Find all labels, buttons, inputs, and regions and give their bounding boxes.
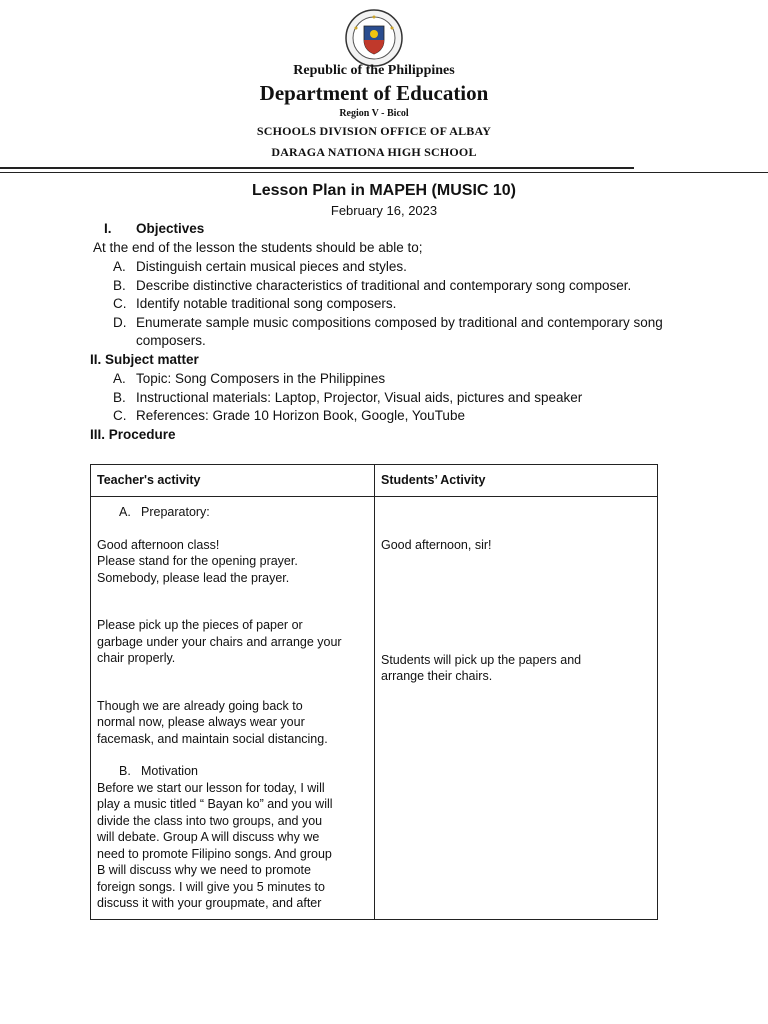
motivation-line: play a music titled “ Bayan ko” and you will [97, 797, 333, 811]
list-text: Distinguish certain musical pieces and styles. [136, 259, 407, 274]
prayer-line: Please stand for the opening prayer. [97, 554, 298, 568]
school-line: DARAGA NATIONA HIGH SCHOOL [271, 145, 477, 159]
safety-line: facemask, and maintain social distancing. [97, 731, 328, 746]
lesson-plan-title: Lesson Plan in MAPEH (MUSIC 10) [251, 182, 517, 199]
procedure-heading: III. Procedure [90, 427, 176, 442]
objectives-list [113, 258, 663, 351]
region-line: Region V - Bicol [339, 108, 409, 119]
student-response-line: arrange their chairs. [381, 669, 493, 683]
teacher-activity-cell [91, 497, 375, 920]
list-item-continued [113, 332, 663, 351]
list-item [113, 314, 663, 333]
list-text: Identify notable traditional song composers. [136, 296, 397, 311]
list-marker: C. [113, 408, 127, 423]
subject-matter-list [113, 370, 582, 426]
list-marker: B. [113, 277, 126, 293]
student-response-line: Students will pick up the papers and [381, 652, 582, 667]
motivation-line: foreign songs. I will give you 5 minutes to [97, 879, 325, 894]
safety-line: normal now, please always wear your [97, 715, 305, 729]
cleanup-line: garbage under your chairs and arrange your [97, 634, 342, 649]
deped-seal-logo [344, 8, 404, 68]
header-rule-thin [0, 172, 768, 173]
student-greeting: Good afternoon, sir! [381, 538, 492, 552]
preparatory-label: A. Preparatory: [119, 505, 210, 519]
list-marker: A. [113, 371, 126, 386]
motivation-line: B will discuss why we need to promote [97, 863, 311, 877]
procedure-table [90, 464, 658, 920]
list-marker: C. [113, 296, 127, 311]
list-item [113, 295, 663, 314]
list-marker: D. [113, 314, 127, 330]
prayer-line: Somebody, please lead the prayer. [97, 570, 290, 585]
objectives-heading: Objectives [136, 221, 205, 236]
motivation-line: need to promote Filipino songs. And group [97, 846, 332, 861]
list-text: Enumerate sample music compositions composed by traditional and contemporary song [136, 314, 663, 330]
motivation-label: B. Motivation [119, 764, 198, 778]
teacher-activity-header: Teacher's activity [91, 465, 375, 497]
safety-line: Though we are already going back to [97, 698, 303, 713]
department-title: Department of Education [259, 81, 489, 105]
list-text: References: Grade 10 Horizon Book, Google, YouTube [136, 408, 465, 423]
list-item [113, 389, 582, 408]
motivation-line: divide the class into two groups, and you [97, 813, 323, 828]
table-header-row [91, 465, 658, 497]
list-text: Topic: Song Composers in the Philippines [136, 371, 386, 386]
republic-line: Republic of the Philippines [293, 63, 455, 78]
list-marker: A. [113, 259, 126, 274]
motivation-line: will debate. Group A will discuss why we [97, 830, 320, 844]
subject-matter-heading: II. Subject matter [90, 352, 199, 367]
motivation-line: Before we start our lesson for today, I will [97, 780, 325, 795]
lesson-date: February 16, 2023 [330, 203, 438, 218]
header-rule [0, 167, 634, 169]
table-row [91, 497, 658, 920]
objectives-intro: At the end of the lesson the students should be able to; [93, 240, 423, 255]
cleanup-line: Please pick up the pieces of paper or [97, 618, 303, 632]
list-text: Describe distinctive characteristics of traditional and contemporary song composer. [136, 277, 632, 293]
list-text: composers. [136, 333, 206, 348]
list-item [113, 258, 663, 277]
greeting-line: Good afternoon class! [97, 537, 220, 552]
list-item [113, 277, 663, 296]
list-text: Instructional materials: Laptop, Projector, Visual aids, pictures and speaker [136, 389, 583, 405]
students-activity-header: Students’ Activity [375, 465, 658, 497]
list-item [113, 370, 582, 389]
list-marker: B. [113, 389, 126, 405]
list-item [113, 407, 582, 426]
objectives-numeral: I. [104, 221, 112, 236]
students-activity-cell [375, 497, 658, 920]
cleanup-line: chair properly. [97, 651, 176, 665]
division-line: SCHOOLS DIVISION OFFICE OF ALBAY [256, 124, 492, 138]
motivation-line: discuss it with your groupmate, and after [97, 896, 322, 910]
